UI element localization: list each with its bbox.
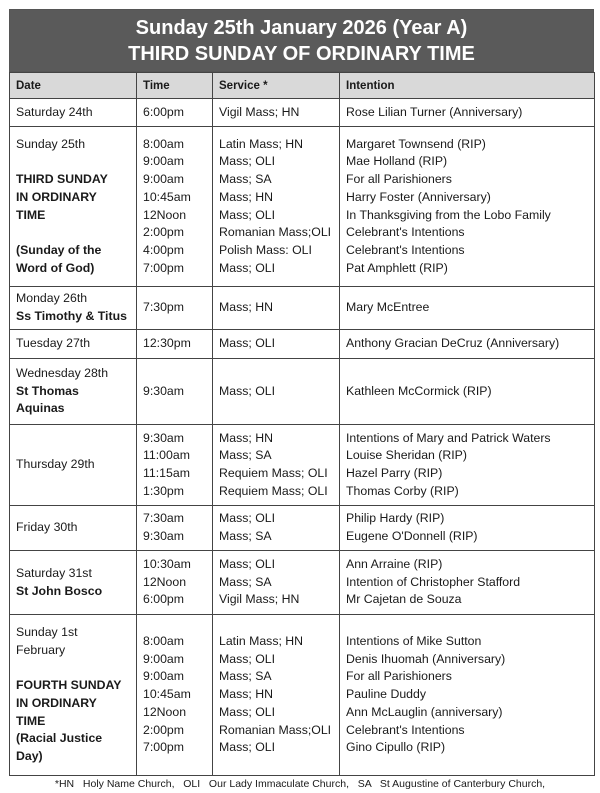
- time-cell-line: 9:00am: [143, 651, 185, 666]
- intention-cell-line: In Thanksgiving from the Lobo Family: [346, 207, 551, 222]
- time-cell: [137, 99, 213, 127]
- service-cell-line: Vigil Mass; HN: [219, 592, 300, 607]
- intention-cell-line: Rose Lilian Turner (Anniversary): [346, 104, 523, 119]
- date-cell-line: [16, 660, 136, 678]
- date-cell-line: Saturday 24th: [16, 104, 93, 119]
- header-intention: Intention: [340, 73, 595, 99]
- title-date: Sunday 25th January 2026 (Year A): [135, 17, 468, 39]
- mass-schedule: [9, 9, 594, 776]
- time-cell-line: 9:30am: [143, 383, 185, 398]
- time-cell: [137, 359, 213, 425]
- date-cell-line: (Sunday of the: [16, 242, 102, 257]
- date-cell: [10, 425, 137, 506]
- date-cell: [10, 99, 137, 127]
- intention-cell-line: Kathleen McCormick (RIP): [346, 383, 492, 398]
- time-cell-line: 10:30am: [143, 556, 191, 571]
- service-cell-line: Mass; OLI: [219, 740, 276, 755]
- time-cell-line: 8:00am: [143, 136, 185, 151]
- date-cell-line: Wednesday 28th: [16, 365, 109, 380]
- service-cell-line: Vigil Mass; HN: [219, 104, 300, 119]
- intention-cell: [340, 99, 595, 127]
- service-cell-line: Mass; OLI: [219, 704, 276, 719]
- title-banner: [9, 9, 594, 72]
- intention-cell-line: Denis Ihuomah (Anniversary): [346, 651, 506, 666]
- intention-cell-line: Ann McLauglin (anniversary): [346, 704, 503, 719]
- intention-cell-line: Margaret Townsend (RIP): [346, 136, 486, 151]
- header-row: [10, 73, 595, 99]
- header-date: Date: [10, 73, 137, 99]
- time-cell-line: 12Noon: [143, 704, 187, 719]
- intention-cell-line: Mr Cajetan de Souza: [346, 592, 462, 607]
- date-cell-line: Tuesday 27th: [16, 336, 91, 351]
- service-cell-line: Mass; HN: [219, 300, 273, 315]
- time-cell-line: 8:00am: [143, 634, 185, 649]
- date-cell: [10, 615, 137, 776]
- table-row: [10, 506, 595, 551]
- service-cell-line: Latin Mass; HN: [219, 634, 304, 649]
- footer-legend: *HN Holy Name Church, OLI Our Lady Immaculate Church, SA St Augustine of Canterbury Church,: [54, 778, 546, 790]
- date-cell-line: Aquinas: [16, 401, 65, 416]
- time-cell: [137, 287, 213, 330]
- date-cell-line: Sunday 1st: [16, 625, 78, 640]
- time-cell: [137, 127, 213, 287]
- time-cell-line: 7:00pm: [143, 740, 185, 755]
- service-cell-line: Mass; OLI: [219, 154, 276, 169]
- time-cell-line: 9:30am: [143, 529, 185, 543]
- time-cell-line: 2:00pm: [143, 225, 185, 240]
- intention-cell-line: Eugene O'Donnell (RIP): [346, 529, 478, 543]
- date-cell-line: (Racial Justice: [16, 731, 103, 746]
- time-cell-line: 7:00pm: [143, 260, 185, 275]
- date-cell-line: IN ORDINARY: [16, 696, 97, 710]
- intention-cell-line: Celebrant's Intentions: [346, 242, 465, 257]
- schedule-table: [9, 72, 595, 776]
- service-cell-line: Mass; SA: [219, 529, 272, 543]
- service-cell-line: Polish Mass: OLI: [219, 242, 312, 257]
- date-cell-line: FOURTH SUNDAY: [16, 678, 122, 693]
- service-cell-line: Latin Mass; HN: [219, 136, 304, 151]
- intention-cell-line: Intentions of Mary and Patrick Waters: [346, 430, 551, 445]
- intention-cell-line: Pauline Duddy: [346, 687, 426, 702]
- intention-cell-line: Gino Cipullo (RIP): [346, 740, 446, 755]
- time-cell-line: 11:15am: [143, 466, 190, 480]
- service-cell-line: Mass; HN: [219, 189, 273, 204]
- time-cell: [137, 506, 213, 551]
- date-cell: [10, 127, 137, 287]
- intention-cell: [340, 551, 595, 615]
- time-cell-line: 11:00am: [143, 448, 190, 463]
- intention-cell: [340, 506, 595, 551]
- service-cell-line: Mass; SA: [219, 448, 272, 463]
- intention-cell: [340, 330, 595, 359]
- date-cell-line: [16, 224, 136, 242]
- intention-cell-line: For all Parishioners: [346, 172, 452, 187]
- date-cell-line: Sunday 25th: [16, 136, 86, 151]
- time-cell-line: 6:00pm: [143, 104, 185, 119]
- service-cell-line: Mass; OLI: [219, 383, 276, 398]
- service-cell-line: Mass; OLI: [219, 651, 276, 666]
- service-cell-line: Mass; OLI: [219, 556, 276, 571]
- date-cell-line: February: [16, 642, 66, 657]
- time-cell-line: 9:30am: [143, 430, 185, 445]
- service-cell: [213, 330, 340, 359]
- date-cell: [10, 551, 137, 615]
- table-row: [10, 551, 595, 615]
- service-cell: [213, 359, 340, 425]
- date-cell: [10, 359, 137, 425]
- intention-cell-line: Celebrant's Intentions: [346, 722, 465, 737]
- date-cell-line: Thursday 29th: [16, 457, 95, 472]
- service-cell-line: Mass; HN: [219, 687, 273, 702]
- table-row: [10, 127, 595, 287]
- date-cell-line: THIRD SUNDAY: [16, 172, 108, 187]
- time-cell-line: 1:30pm: [143, 483, 185, 498]
- date-cell-line: IN ORDINARY: [16, 189, 97, 204]
- service-cell-line: Mass; OLI: [219, 260, 276, 275]
- date-cell: [10, 287, 137, 330]
- service-cell-line: Mass; SA: [219, 669, 272, 684]
- date-cell-line: Monday 26th: [16, 291, 88, 306]
- intention-cell-line: Harry Foster (Anniversary): [346, 189, 491, 204]
- intention-cell-line: Hazel Parry (RIP): [346, 466, 443, 480]
- service-cell-line: Mass; SA: [219, 172, 272, 187]
- time-cell-line: 9:00am: [143, 172, 185, 187]
- intention-cell-line: Pat Amphlett (RIP): [346, 260, 448, 275]
- date-cell-line: TIME: [16, 207, 46, 222]
- time-cell-line: 12Noon: [143, 207, 187, 222]
- header-service: Service *: [213, 73, 340, 99]
- time-cell-line: 12Noon: [143, 574, 187, 589]
- service-cell: [213, 615, 340, 776]
- time-cell-line: 9:00am: [143, 669, 185, 684]
- time-cell-line: 12:30pm: [143, 336, 191, 351]
- intention-cell: [340, 615, 595, 776]
- service-cell-line: Mass; SA: [219, 574, 272, 589]
- date-cell-line: Saturday 31st: [16, 565, 92, 580]
- time-cell-line: 4:00pm: [143, 242, 185, 257]
- intention-cell-line: Celebrant's Intentions: [346, 225, 465, 240]
- time-cell-line: 7:30pm: [143, 300, 185, 315]
- table-row: [10, 287, 595, 330]
- time-cell: [137, 551, 213, 615]
- intention-cell-line: Mary McEntree: [346, 300, 430, 315]
- service-cell: [213, 127, 340, 287]
- date-cell-line: St John Bosco: [16, 583, 103, 598]
- time-cell-line: 7:30am: [143, 511, 185, 526]
- table-row: [10, 330, 595, 359]
- date-cell-line: Friday 30th: [16, 520, 78, 535]
- time-cell: [137, 425, 213, 506]
- intention-cell: [340, 359, 595, 425]
- service-cell-line: Mass; HN: [219, 430, 273, 445]
- date-cell-line: Ss Timothy & Titus: [16, 309, 127, 323]
- intention-cell-line: For all Parishioners: [346, 669, 452, 684]
- intention-cell-line: Louise Sheridan (RIP): [346, 448, 467, 463]
- date-cell: [10, 330, 137, 359]
- service-cell-line: Romanian Mass;OLI: [219, 722, 332, 737]
- service-cell: [213, 287, 340, 330]
- intention-cell-line: Intentions of Mike Sutton: [346, 634, 482, 649]
- service-cell-line: Romanian Mass;OLI: [219, 225, 332, 240]
- intention-cell-line: Thomas Corby (RIP): [346, 483, 459, 498]
- date-cell-line: Word of God): [16, 260, 95, 275]
- time-cell-line: 6:00pm: [143, 592, 185, 607]
- service-cell-line: Requiem Mass; OLI: [219, 466, 328, 480]
- table-row: [10, 425, 595, 506]
- service-cell-line: Requiem Mass; OLI: [219, 483, 328, 498]
- intention-cell-line: Ann Arraine (RIP): [346, 556, 443, 571]
- table-row: [10, 359, 595, 425]
- date-cell-line: [16, 153, 136, 171]
- time-cell-line: 10:45am: [143, 687, 191, 702]
- time-cell: [137, 330, 213, 359]
- time-cell: [137, 615, 213, 776]
- table-row: [10, 99, 595, 127]
- table-row: [10, 615, 595, 776]
- time-cell-line: 9:00am: [143, 154, 185, 169]
- service-cell-line: Mass; OLI: [219, 207, 276, 222]
- title-sunday: THIRD SUNDAY OF ORDINARY TIME: [128, 43, 475, 65]
- date-cell-line: St Thomas: [16, 383, 79, 398]
- service-cell: [213, 551, 340, 615]
- service-cell: [213, 99, 340, 127]
- date-cell: [10, 506, 137, 551]
- service-cell: [213, 425, 340, 506]
- date-cell-line: TIME: [16, 713, 46, 728]
- intention-cell: [340, 127, 595, 287]
- service-cell-line: Mass; OLI: [219, 511, 276, 526]
- intention-cell-line: Intention of Christopher Stafford: [346, 574, 521, 589]
- intention-cell: [340, 287, 595, 330]
- intention-cell-line: Anthony Gracian DeCruz (Anniversary): [346, 336, 560, 351]
- intention-cell: [340, 425, 595, 506]
- service-cell-line: Mass; OLI: [219, 336, 276, 351]
- intention-cell-line: Mae Holland (RIP): [346, 154, 448, 169]
- service-cell: [213, 506, 340, 551]
- intention-cell-line: Philip Hardy (RIP): [346, 511, 445, 526]
- time-cell-line: 2:00pm: [143, 722, 185, 737]
- header-time: Time: [137, 73, 213, 99]
- time-cell-line: 10:45am: [143, 189, 191, 204]
- date-cell-line: Day): [16, 749, 43, 764]
